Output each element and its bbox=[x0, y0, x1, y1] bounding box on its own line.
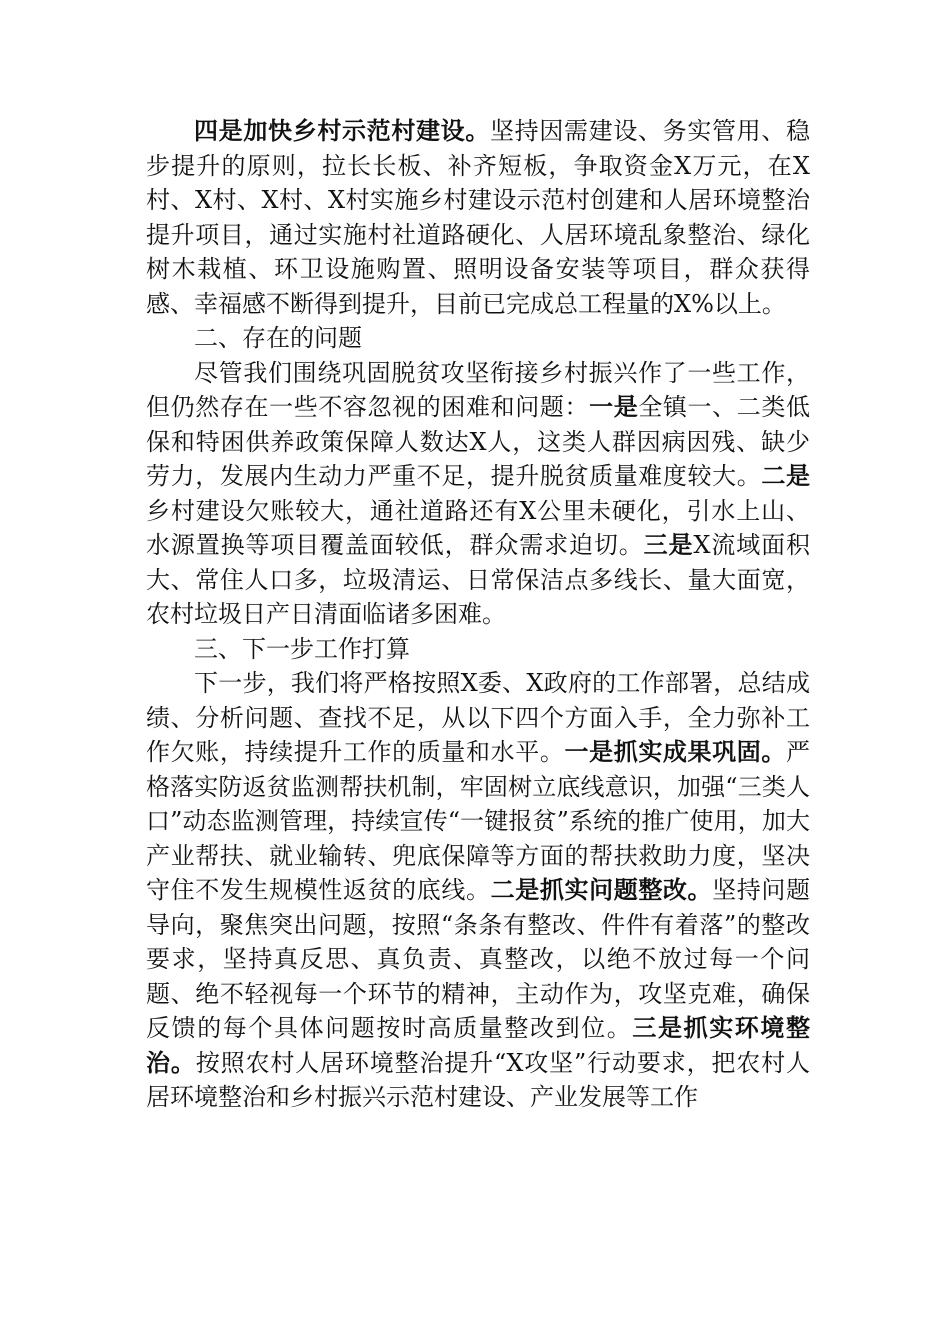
bold-lead-text: 一是抓实成果巩固。 bbox=[564, 737, 787, 766]
paragraph-text: 下一步，我们将严格按照X委、X政府的工作部署，总结成绩、分析问题、查找不足，从以下四个方面入手，全力弥补工作欠账，持续提升工作的质量和水平。 bbox=[146, 669, 810, 766]
bold-lead-text: 三是 bbox=[643, 530, 694, 559]
section-heading-next-steps: 三、下一步工作打算 bbox=[194, 634, 410, 663]
paragraph-text: 按照农村人居环境整治提升“X攻坚”行动要求，把农村人居环境整治和乡村振兴示范村建设、产业发展等工作 bbox=[146, 1048, 811, 1111]
bold-lead-text: 四是加快乡村示范村建设。 bbox=[194, 116, 490, 145]
paragraph-next-steps bbox=[146, 666, 810, 1115]
document-body bbox=[146, 114, 810, 1115]
paragraph-text: 乡村建设欠账较大，通社道路还有X公里未硬化，引水上山、水源置换等项目覆盖面较低，群众需求迫切。 bbox=[146, 496, 810, 559]
section-heading-problems: 二、存在的问题 bbox=[194, 324, 362, 352]
paragraph-text: X流域面积大、常住人口多，垃圾清运、日常保洁点多线长、量大面宽，农村垃圾日产日清面临诸多困难。 bbox=[146, 531, 811, 628]
paragraph-problems bbox=[146, 356, 810, 632]
bold-lead-text: 一是 bbox=[589, 392, 639, 421]
bold-lead-text: 二是抓实问题整改。 bbox=[490, 875, 713, 904]
paragraph-text: 坚持因需建设、务实管用、稳步提升的原则，拉长长板、补齐短板，争取资金X万元，在X村、X村、X村、X村实施乡村建设示范村创建和人居环境整治提升项目，通过实施村社道路硬化、人居环境乱象整治、绿化树木栽植、环卫设施购置、照明设备安装等项目，群众获得感、幸福感不断得到提升，目前已完成总工程量的X%以上。 bbox=[146, 117, 810, 318]
bold-lead-text: 三是抓实环境整治。 bbox=[146, 1013, 811, 1077]
paragraph-demonstration-village bbox=[146, 114, 810, 321]
paragraph-text: 全镇一、二类低保和特困供养政策保障人数达X人，这类人群因病因残、缺少劳力，发展内生动力严重不足，提升脱贫质量难度较大。 bbox=[146, 393, 811, 490]
paragraph-text: 坚持问题导向，聚焦突出问题，按照“条条有整改、件件有着落”的整改要求，坚持真反思、真负责、真整改，以绝不放过每一个问题、绝不轻视每一个环节的精神，主动作为，攻坚克难，确保反馈的每个具体问题按时高质量整改到位。 bbox=[146, 876, 811, 1042]
paragraph-text: 尽管我们围绕巩固脱贫攻坚衔接乡村振兴作了一些工作，但仍然存在一些不容忽视的困难和问题： bbox=[146, 358, 810, 421]
paragraph-text: 严格落实防返贫监测帮扶机制，牢固树立底线意识，加强“三类人口”动态监测管理，持续宣传“一键报贫”系统的推广使用，加大产业帮扶、就业输转、兜底保障等方面的帮扶救助力度，坚决守住不发生规模性返贫的底线。 bbox=[146, 738, 811, 904]
bold-lead-text: 二是 bbox=[761, 461, 811, 490]
